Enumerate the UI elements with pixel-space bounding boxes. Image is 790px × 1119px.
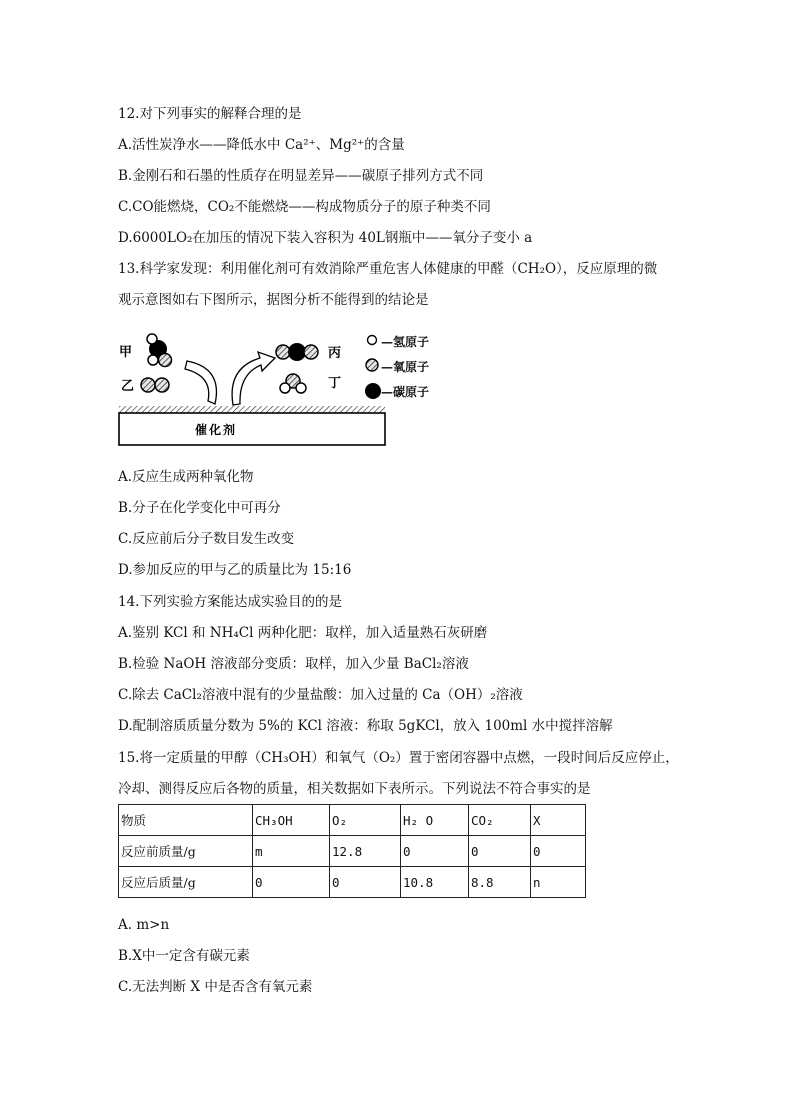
question-13-option-c: C.反应前后分子数目发生改变 (118, 531, 295, 547)
table-header-cell: CO₂ (469, 805, 531, 836)
oxygen-atom (155, 378, 169, 392)
table-header-cell: H₂ O (401, 805, 469, 836)
table-cell: 0 (531, 836, 586, 867)
legend-hydrogen-label: —氢原子 (381, 335, 430, 349)
oxygen-atom-legend-icon (366, 359, 378, 371)
hydrogen-atom (296, 383, 306, 393)
question-15-stem-line-2: 冷却、测得反应后各物的质量，相关数据如下表所示。下列说法不符合事实的是 (118, 781, 591, 797)
table-header-row (119, 805, 586, 836)
label-yi: 乙 (121, 379, 135, 394)
label-bing: 丙 (328, 346, 342, 361)
oxygen-atom (304, 345, 318, 359)
legend-oxygen-label: —氧原子 (381, 360, 430, 374)
oxygen-atom (159, 354, 172, 367)
legend-carbon-label: —碳原子 (381, 385, 430, 399)
hydrogen-atom (148, 355, 158, 365)
label-jia: 甲 (119, 345, 133, 360)
table-cell: 12.8 (330, 836, 401, 867)
question-13-stem-line-2: 观示意图如右下图所示，据图分析不能得到的结论是 (118, 292, 429, 308)
table-row (119, 836, 586, 867)
question-12-stem: 12.对下列事实的解释合理的是 (118, 106, 302, 122)
question-14-option-a: A.鉴别 KCl 和 NH₄Cl 两种化肥：取样，加入适量熟石灰研磨 (118, 625, 488, 641)
table-header-cell: CH₃OH (253, 805, 330, 836)
table-header-cell: O₂ (330, 805, 401, 836)
catalyst-plate (119, 413, 385, 445)
reaction-diagram (115, 326, 390, 448)
question-14-option-c: C.除去 CaCl₂溶液中混有的少量盐酸：加入过量的 Ca（OH）₂溶液 (118, 687, 523, 703)
question-14-option-b: B.检验 NaOH 溶液部分变质：取样，加入少量 BaCl₂溶液 (118, 656, 469, 672)
question-14-option-d: D.配制溶质质量分数为 5%的 KCl 溶液：称取 5gKCl，放入 100ml 水中搅拌溶解 (118, 718, 613, 734)
table-row (119, 867, 586, 898)
reaction-arrow-down (185, 361, 216, 404)
label-ding: 丁 (328, 376, 342, 391)
question-15-option-a: A. m>n (118, 917, 170, 933)
question-12-option-c: C.CO能燃烧，CO₂不能燃烧——构成物质分子的原子种类不同 (118, 199, 491, 215)
table-cell: 0 (469, 836, 531, 867)
question-13-option-a: A.反应生成两种氧化物 (118, 469, 254, 485)
table-header-cell: 物质 (119, 805, 253, 836)
question-13-option-b: B.分子在化学变化中可再分 (118, 500, 281, 516)
table-cell: 8.8 (469, 867, 531, 898)
hydrogen-atom-legend-icon (368, 336, 377, 345)
question-14-stem: 14.下列实验方案能达成实验目的的是 (118, 594, 342, 610)
question-12-option-d: D.6000LO₂在加压的情况下装入容积为 40L钢瓶中——氧分子变小 a (118, 230, 533, 246)
table-row-label: 反应后质量/g (119, 867, 253, 898)
question-15-option-c: C.无法判断 X 中是否含有氧元素 (118, 979, 313, 995)
question-12-option-a: A.活性炭净水——降低水中 Ca²⁺、Mg²⁺的含量 (118, 137, 405, 153)
catalyst-surface-hatching (119, 406, 385, 413)
mass-data-table (118, 804, 586, 898)
molecule-ding (280, 374, 306, 393)
table-cell: 0 (253, 867, 330, 898)
oxygen-atom (141, 378, 155, 392)
table-cell: 10.8 (401, 867, 469, 898)
question-12-option-b: B.金刚石和石墨的性质存在明显差异——碳原子排列方式不同 (118, 168, 484, 184)
molecule-bing (276, 343, 318, 361)
hydrogen-atom (147, 334, 157, 344)
question-13-option-d: D.参加反应的甲与乙的质量比为 15:16 (118, 562, 352, 578)
carbon-atom-legend-icon (365, 383, 381, 399)
table-cell: 0 (330, 867, 401, 898)
atom-legend (365, 336, 381, 400)
table-row-label: 反应前质量/g (119, 836, 253, 867)
molecule-jia (147, 334, 172, 367)
oxygen-atom (276, 345, 290, 359)
question-13-stem-line-1: 13.科学家发现：利用催化剂可有效消除严重危害人体健康的甲醛（CH₂O），反应原理的微 (118, 261, 658, 277)
reaction-arrow-up (232, 352, 275, 405)
table-cell: 0 (401, 836, 469, 867)
hydrogen-atom (280, 383, 290, 393)
table-cell: m (253, 836, 330, 867)
molecule-yi (141, 378, 169, 392)
question-15-stem-line-1: 15.将一定质量的甲醇（CH₃OH）和氧气（O₂）置于密闭容器中点燃，一段时间后反应停止， (118, 750, 679, 766)
table-cell: n (531, 867, 586, 898)
table-header-cell: X (531, 805, 586, 836)
question-15-option-b: B.X中一定含有碳元素 (118, 948, 250, 964)
catalyst-label: 催化剂 (195, 423, 238, 437)
